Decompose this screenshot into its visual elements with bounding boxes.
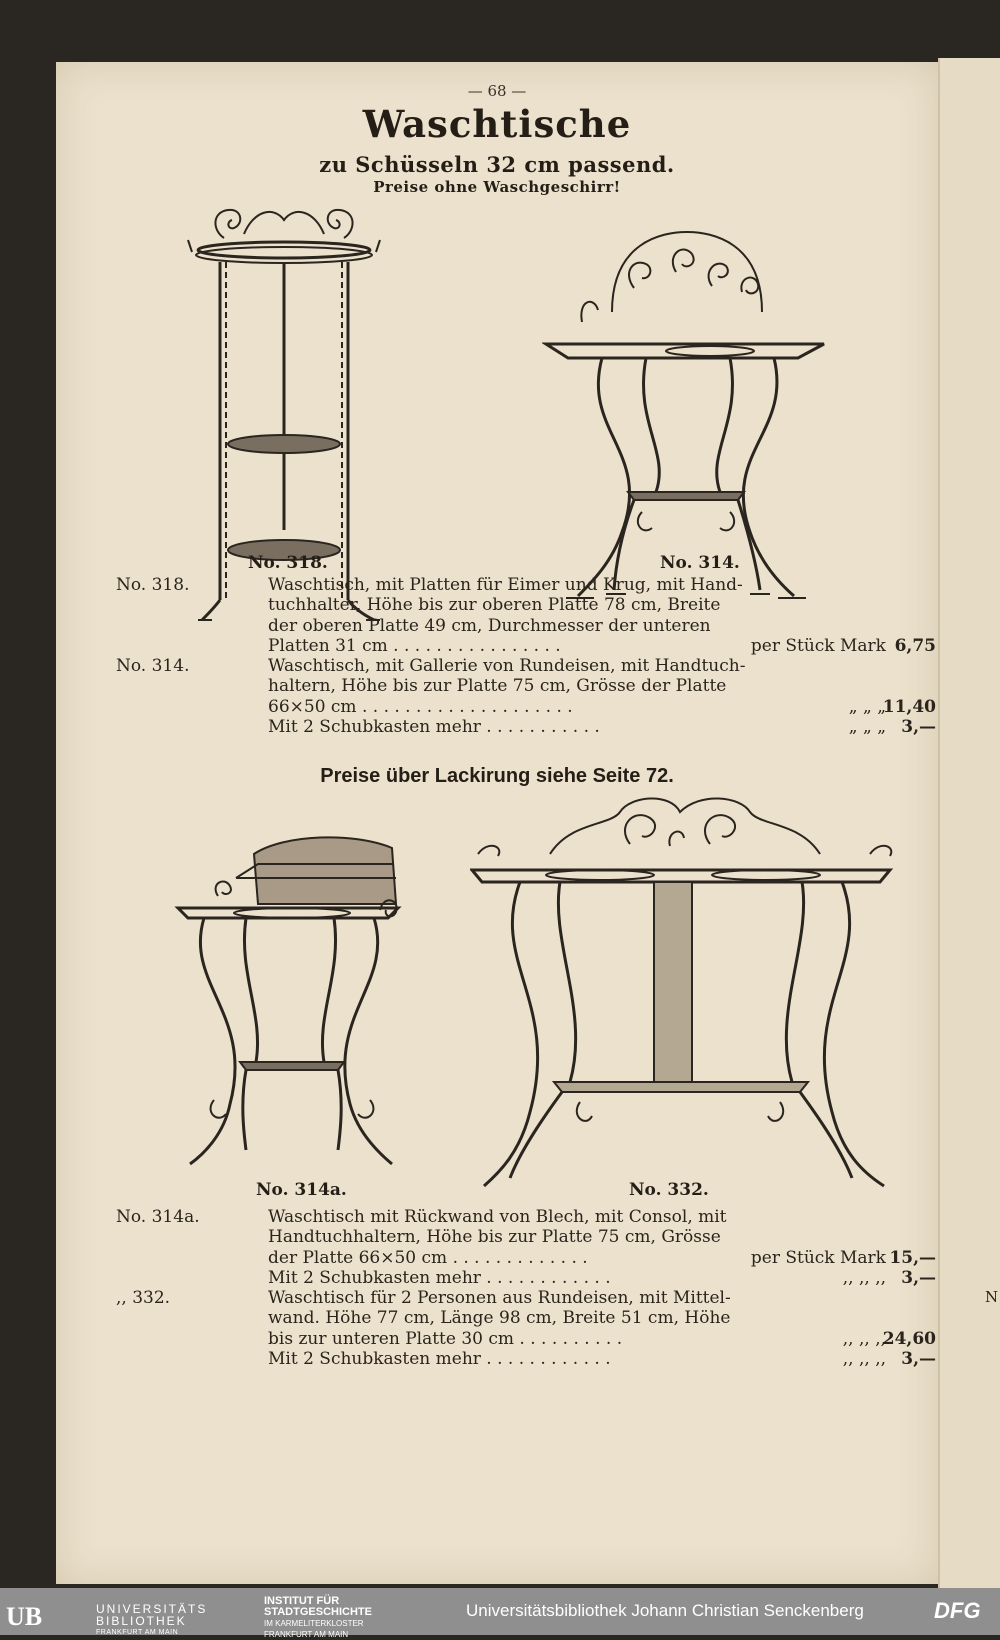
entry-line xyxy=(116,616,936,636)
washstand-332-illustration xyxy=(470,782,920,1242)
entry-line xyxy=(116,595,936,615)
page-subtitle: zu Schüsseln 32 cm passend. xyxy=(319,152,675,177)
entry-line xyxy=(116,676,936,696)
entry-text: haltern, Höhe bis zur Platte 75 cm, Grösse der Platte xyxy=(268,676,727,697)
library-name: Universitätsbibliothek Johann Christian Senckenberg xyxy=(466,1601,864,1620)
adjacent-page-fragment: N xyxy=(985,1288,999,1306)
entry-text: Mit 2 Schubkasten mehr . . . . . . . . . . . . xyxy=(268,1349,611,1370)
lacquer-note: Preise über Lackirung siehe Seite 72. xyxy=(320,765,674,787)
entry-line xyxy=(116,1207,936,1227)
price-unit: „ „ „ xyxy=(848,696,886,717)
entry-text: bis zur unteren Platte 30 cm . . . . . . . . . . xyxy=(268,1328,623,1349)
entry-line xyxy=(116,656,936,676)
price-value: 3,— xyxy=(901,1349,936,1370)
price-value: 11,40 xyxy=(882,696,936,717)
catalog-page xyxy=(56,62,938,1584)
entries-bottom xyxy=(116,1207,936,1369)
ifs-logo xyxy=(264,1596,372,1640)
entry-text: 66×50 cm . . . . . . . . . . . . . . . . . . . . xyxy=(268,696,573,717)
ifs-line1: INSTITUT FÜR xyxy=(264,1595,340,1607)
entry-text: Mit 2 Schubkasten mehr . . . . . . . . . . . . xyxy=(268,1267,611,1288)
entry-text: Waschtisch, mit Platten für Eimer und Krug, mit Hand- xyxy=(268,575,743,595)
price-value: 15,— xyxy=(889,1247,936,1268)
caption-318: No. 318. xyxy=(248,553,328,573)
entry-line xyxy=(116,1308,936,1328)
entry-text: tuchhalter, Höhe bis zur oberen Platte 78 cm, Breite xyxy=(268,595,721,616)
entry-line xyxy=(116,717,936,737)
ifs-line4: FRANKFURT AM MAIN xyxy=(264,1630,349,1639)
ub-line3: FRANKFURT AM MAIN xyxy=(96,1629,179,1636)
price-unit: ,, ,, ,, xyxy=(842,1267,886,1288)
price-value: 24,60 xyxy=(882,1328,936,1349)
entry-text: Waschtisch mit Rückwand von Blech, mit Consol, mit xyxy=(268,1207,727,1227)
ub-logo-text xyxy=(96,1603,207,1639)
price-value: 6,75 xyxy=(894,635,936,656)
price-unit: „ „ „ xyxy=(848,717,886,738)
entry-number: No. 314a. xyxy=(116,1207,200,1227)
adjacent-page-edge xyxy=(938,58,1000,1588)
entry-text: Waschtisch für 2 Personen aus Rundeisen, mit Mittel- xyxy=(268,1288,731,1309)
entry-line xyxy=(116,575,936,595)
caption-314: No. 314. xyxy=(660,553,740,573)
entry-text: Waschtisch, mit Gallerie von Rundeisen, mit Handtuch- xyxy=(268,656,746,677)
ub-line2: BIBLIOTHEK xyxy=(96,1614,187,1628)
entry-line xyxy=(116,1349,936,1369)
ifs-line2: STADTGESCHICHTE xyxy=(264,1606,372,1618)
entry-text: der Platte 66×50 cm . . . . . . . . . . . . . xyxy=(268,1247,588,1268)
price-value: 3,— xyxy=(901,1267,936,1288)
price-value: 3,— xyxy=(901,717,936,738)
price-unit: per Stück Mark xyxy=(750,1247,886,1268)
entry-line xyxy=(116,1248,936,1268)
entry-text: Handtuchhaltern, Höhe bis zur Platte 75 cm, Grösse xyxy=(268,1227,721,1248)
ub-line1: UNIVERSITÄTS xyxy=(96,1602,208,1616)
caption-332: No. 332. xyxy=(629,1180,709,1200)
dfg-logo: DFG xyxy=(934,1598,981,1623)
entry-text: der oberen Platte 49 cm, Durchmesser der unteren xyxy=(268,615,711,636)
entry-line xyxy=(116,1329,936,1349)
ifs-line3: IM KARMELITERKLOSTER xyxy=(264,1619,364,1628)
price-unit: ,, ,, ,, xyxy=(842,1328,886,1349)
entry-line xyxy=(116,1268,936,1288)
entry-number: No. 318. xyxy=(116,575,190,595)
price-unit: ,, ,, ,, xyxy=(842,1349,886,1370)
entry-line xyxy=(116,1288,936,1308)
entry-text: wand. Höhe 77 cm, Länge 98 cm, Breite 51 cm, Höhe xyxy=(268,1308,731,1329)
entry-text: Mit 2 Schubkasten mehr . . . . . . . . . . . xyxy=(268,717,600,738)
footer-bar xyxy=(0,1588,1000,1639)
entry-line xyxy=(116,636,936,656)
entry-number: ,, 332. xyxy=(116,1288,171,1309)
price-note: Preise ohne Waschgeschirr! xyxy=(373,178,621,196)
page-title: Waschtische xyxy=(362,102,632,146)
page-number: — 68 — xyxy=(467,82,527,100)
entries-top xyxy=(116,575,936,737)
caption-314a: No. 314a. xyxy=(256,1180,347,1200)
entry-line xyxy=(116,697,936,717)
ub-logo: UB xyxy=(6,1602,43,1631)
entry-line xyxy=(116,1227,936,1247)
price-unit: per Stück Mark xyxy=(750,635,886,656)
entry-text: Platten 31 cm . . . . . . . . . . . . . . . . xyxy=(268,635,561,656)
entry-number: No. 314. xyxy=(116,656,190,677)
